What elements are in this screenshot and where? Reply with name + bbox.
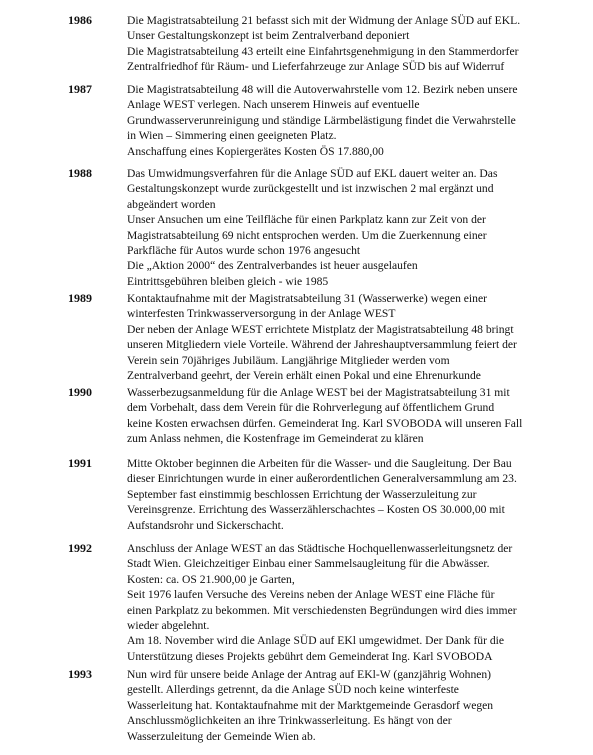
text-line: Unterstützung dieses Projekts gebührt dem Gemeinderat Ing. Karl SVOBODA [127, 649, 493, 663]
entry-text [127, 385, 547, 447]
text-line: Die Magistratsabteilung 21 befasst sich mit der Widmung der Anlage SÜD auf EKL. [127, 14, 521, 27]
text-line: Anschaffung eines Kopiergerätes Kosten ÖS 17.880,00 [127, 144, 384, 158]
entry-text [127, 166, 547, 289]
text-line: Verein sein 70jähriges Jubiläum. Langjährige Mitglieder werden vom [127, 353, 450, 367]
text-line: dem Vorbehalt, dass dem Verein für die Rohrverlegung auf öffentlichem Grund [127, 401, 495, 415]
text-line: Grundwasserverunreinigung und ständige Lärmbelästigung findet die Verwahrstelle [127, 113, 516, 127]
text-line: Das Umwidmungsverfahren für die Anlage SÜD auf EKL dauert weiter an. Das [127, 167, 498, 180]
year-label: 1988 [68, 166, 92, 180]
year-label: 1993 [68, 667, 92, 681]
entry-text [127, 456, 547, 533]
text-line: einen Parkplatz zu bekommen. Mit verschiedensten Begründungen wird dies immer [127, 603, 517, 617]
text-line: Anlage WEST verlegen. Nach unserem Hinweis auf eventuelle [127, 98, 420, 112]
text-line: unseren Mitgliedern viele Vorteile. Während der Jahreshauptversammlung feiert der [127, 338, 517, 352]
text-line: Unser Gestaltungskonzept ist beim Zentralverband deponiert [127, 29, 410, 43]
year-label: 1989 [68, 291, 92, 305]
text-line: Zentralverband geehrt, der Verein erhält einen Pokal und eine Ehrenurkunde [127, 369, 481, 383]
text-line: zum Anlass nehmen, die Kostenfrage im Gemeinderat zu klären [127, 432, 424, 446]
text-line: dieser Einrichtungen wurde in einer außerordentlichen Generalversammlung am 23. [127, 472, 517, 486]
text-line: Stadt Wien. Gleichzeitiger Einbau einer Sammelsaugleitung für die Abwässer. [127, 557, 490, 571]
text-line: September fast einstimmig beschlossen Errichtung der Wasserzuleitung zur [127, 487, 477, 501]
entry-text [127, 291, 547, 383]
text-line: in Wien – Simmering einen geeigneten Platz. [127, 129, 337, 143]
text-line: Die „Aktion 2000“ des Zentralverbandes ist heuer ausgelaufen [127, 259, 418, 273]
text-line: Aufstandsrohr und Sickerschacht. [127, 518, 284, 532]
text-line: Wasserleitung hat. Kontaktaufnahme mit der Marktgemeinde Gerasdorf wegen [127, 698, 494, 712]
text-line: Kontaktaufnahme mit der Magistratsabteilung 31 (Wasserwerke) wegen einer [127, 292, 487, 305]
year-label: 1990 [68, 385, 92, 399]
text-line: Vereinsgrenze. Errichtung des Wasserzählerschachtes – Kosten OS 30.000,00 mit [127, 503, 505, 517]
text-line: Anschluss der Anlage WEST an das Städtische Hochquellenwasserleitungsnetz der [127, 542, 513, 555]
text-line: Unser Ansuchen um eine Teilfläche für einen Parkplatz kann zur Zeit von der [127, 213, 486, 227]
text-line: Gestaltungskonzept wurde zurückgestellt und ist inzwischen 2 mal ergänzt und [127, 182, 494, 196]
year-label: 1991 [68, 456, 92, 470]
text-line: wieder abgelehnt. [127, 619, 210, 633]
text-line: Eintrittsgebühren bleiben gleich - wie 1985 [127, 274, 329, 288]
text-line: Seit 1976 laufen Versuche des Vereins neben der Anlage WEST eine Fläche für [127, 588, 495, 602]
entry-text [127, 82, 547, 159]
text-line: Nun wird für unsere beide Anlage der Antrag auf EKl-W (ganzjährig Wohnen) [127, 668, 492, 681]
text-line: Anschlussmöglichkeiten an ihre Trinkwasserleitung. Es hängt von der [127, 714, 452, 728]
year-label: 1992 [68, 541, 92, 555]
text-line: Mitte Oktober beginnen die Arbeiten für die Wasser- und die Saugleitung. Der Bau [127, 457, 512, 470]
year-label: 1987 [68, 82, 92, 96]
text-line: gestellt. Allerdings getrennt, da die Anlage SÜD noch keine winterfeste [127, 683, 459, 697]
text-line: Magistratsabteilung 69 nicht entsprochen werden. Um die Zuerkennung einer [127, 228, 487, 242]
text-line: Wasserzuleitung der Gemeinde Wien ab. [127, 729, 316, 743]
text-line: Parkfläche für Autos wurde schon 1976 angesucht [127, 244, 361, 258]
text-line: Der neben der Anlage WEST errichtete Mistplatz der Magistratsabteilung 48 bringt [127, 322, 514, 336]
entry-text [127, 541, 547, 664]
text-line: abgeändert worden [127, 197, 216, 211]
text-line: Zentralfriedhof für Räum- und Lieferfahrzeuge zur Anlage SÜD bis auf Widerruf [127, 60, 505, 74]
text-line: Die Magistratsabteilung 43 erteilt eine Einfahrtsgenehmigung in den Stammerdorfer [127, 44, 519, 58]
entry-text [127, 13, 547, 75]
text-line: Am 18. November wird die Anlage SÜD auf EKl umgewidmet. Der Dank für die [127, 634, 505, 648]
text-line: Die Magistratsabteilung 48 will die Autoverwahrstelle vom 12. Bezirk neben unsere [127, 83, 518, 96]
entry-text [127, 667, 547, 744]
text-line: winterfesten Trinkwasserversorgung in der Anlage WEST [127, 307, 396, 321]
text-line: Wasserbezugsanmeldung für die Anlage WEST bei der Magistratsabteilung 31 mit [127, 386, 510, 399]
text-line: keine Kosten erwachsen dürfen. Gemeinderat Ing. Karl SVOBODA will unseren Fall [127, 416, 523, 430]
text-line: Kosten: ca. OS 21.900,00 je Garten, [127, 572, 295, 586]
year-label: 1986 [68, 13, 92, 27]
